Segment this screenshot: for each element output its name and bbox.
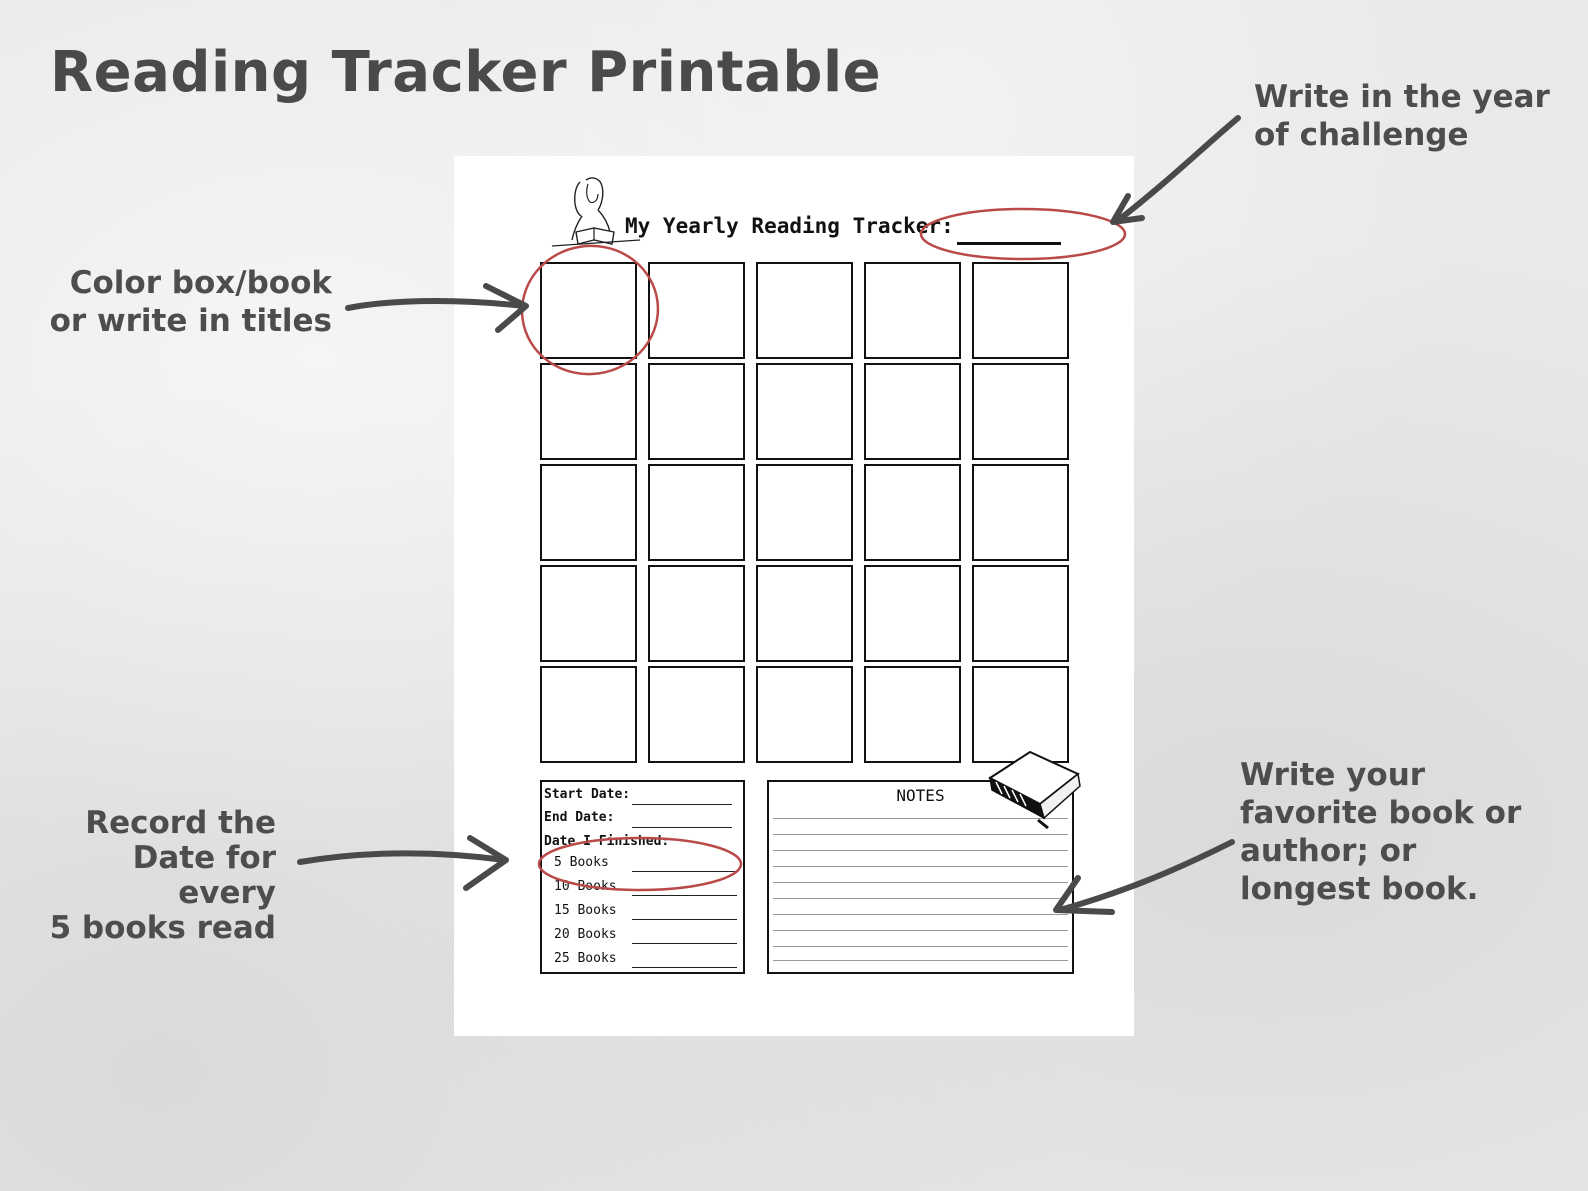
annotation-record-date-line-2: Date for every xyxy=(132,840,276,911)
annotation-record-date xyxy=(30,806,276,946)
milestone-line[interactable] xyxy=(632,967,737,968)
annotation-favorite-line-4: longest book. xyxy=(1240,871,1479,907)
start-date-label: Start Date: xyxy=(544,787,631,802)
year-blank-line[interactable] xyxy=(957,242,1061,245)
notes-line xyxy=(773,914,1068,915)
book-box[interactable] xyxy=(648,262,745,359)
book-box[interactable] xyxy=(756,262,853,359)
book-box[interactable] xyxy=(540,363,637,460)
notes-line xyxy=(773,882,1068,883)
milestone-line[interactable] xyxy=(632,919,737,920)
book-grid xyxy=(540,262,1075,765)
annotation-favorite-line-3: author; or xyxy=(1240,833,1417,869)
end-date-label: End Date: xyxy=(544,810,615,825)
notebook-pen-icon xyxy=(982,748,1092,834)
end-date-line[interactable] xyxy=(632,827,732,828)
milestone-line[interactable] xyxy=(632,943,737,944)
annotation-record-date-line-3: 5 books read xyxy=(49,910,276,946)
milestone-line[interactable] xyxy=(632,895,737,896)
annotation-year xyxy=(1254,78,1550,154)
notes-line xyxy=(773,898,1068,899)
book-box[interactable] xyxy=(756,565,853,662)
notes-line xyxy=(773,866,1068,867)
sheet-title: My Yearly Reading Tracker: xyxy=(625,214,954,238)
annotation-year-line-1: Write in the year xyxy=(1254,79,1550,115)
arrow-to-year xyxy=(1116,118,1238,222)
book-box[interactable] xyxy=(864,565,961,662)
milestone-label: 25 Books xyxy=(554,951,617,966)
book-box[interactable] xyxy=(864,363,961,460)
date-finished-label: Date I Finished: xyxy=(544,834,670,849)
book-box[interactable] xyxy=(972,262,1069,359)
book-box[interactable] xyxy=(540,262,637,359)
book-box[interactable] xyxy=(756,363,853,460)
book-box[interactable] xyxy=(648,363,745,460)
book-box[interactable] xyxy=(864,262,961,359)
book-box[interactable] xyxy=(756,666,853,763)
annotation-color-box-line-2: or write in titles xyxy=(49,303,332,339)
book-box[interactable] xyxy=(540,464,637,561)
annotation-favorite-line-2: favorite book or xyxy=(1240,795,1522,831)
milestone-line[interactable] xyxy=(632,871,737,872)
milestone-label: 5 Books xyxy=(554,855,609,870)
book-box[interactable] xyxy=(540,666,637,763)
book-box[interactable] xyxy=(756,464,853,561)
annotation-year-line-2: of challenge xyxy=(1254,117,1469,153)
notes-line xyxy=(773,960,1068,961)
page-title: Reading Tracker Printable xyxy=(50,40,882,105)
annotation-color-box xyxy=(40,264,332,340)
book-box[interactable] xyxy=(864,666,961,763)
notes-line xyxy=(773,834,1068,835)
book-box[interactable] xyxy=(864,464,961,561)
milestone-label: 15 Books xyxy=(554,903,617,918)
notes-title: NOTES xyxy=(896,786,945,805)
book-box[interactable] xyxy=(648,565,745,662)
dates-box xyxy=(540,780,745,974)
milestone-label: 10 Books xyxy=(554,879,617,894)
book-box[interactable] xyxy=(540,565,637,662)
book-box[interactable] xyxy=(972,464,1069,561)
annotation-favorite-line-1: Write your xyxy=(1240,757,1426,793)
notes-line xyxy=(773,930,1068,931)
book-box[interactable] xyxy=(648,666,745,763)
annotation-record-date-line-1: Record the xyxy=(85,805,276,841)
book-box[interactable] xyxy=(972,565,1069,662)
milestone-label: 20 Books xyxy=(554,927,617,942)
book-box[interactable] xyxy=(972,363,1069,460)
start-date-line[interactable] xyxy=(632,804,732,805)
annotation-color-box-line-1: Color box/book xyxy=(69,265,332,301)
notes-line xyxy=(773,946,1068,947)
book-box[interactable] xyxy=(648,464,745,561)
annotation-favorite xyxy=(1240,756,1521,908)
notes-line xyxy=(773,850,1068,851)
